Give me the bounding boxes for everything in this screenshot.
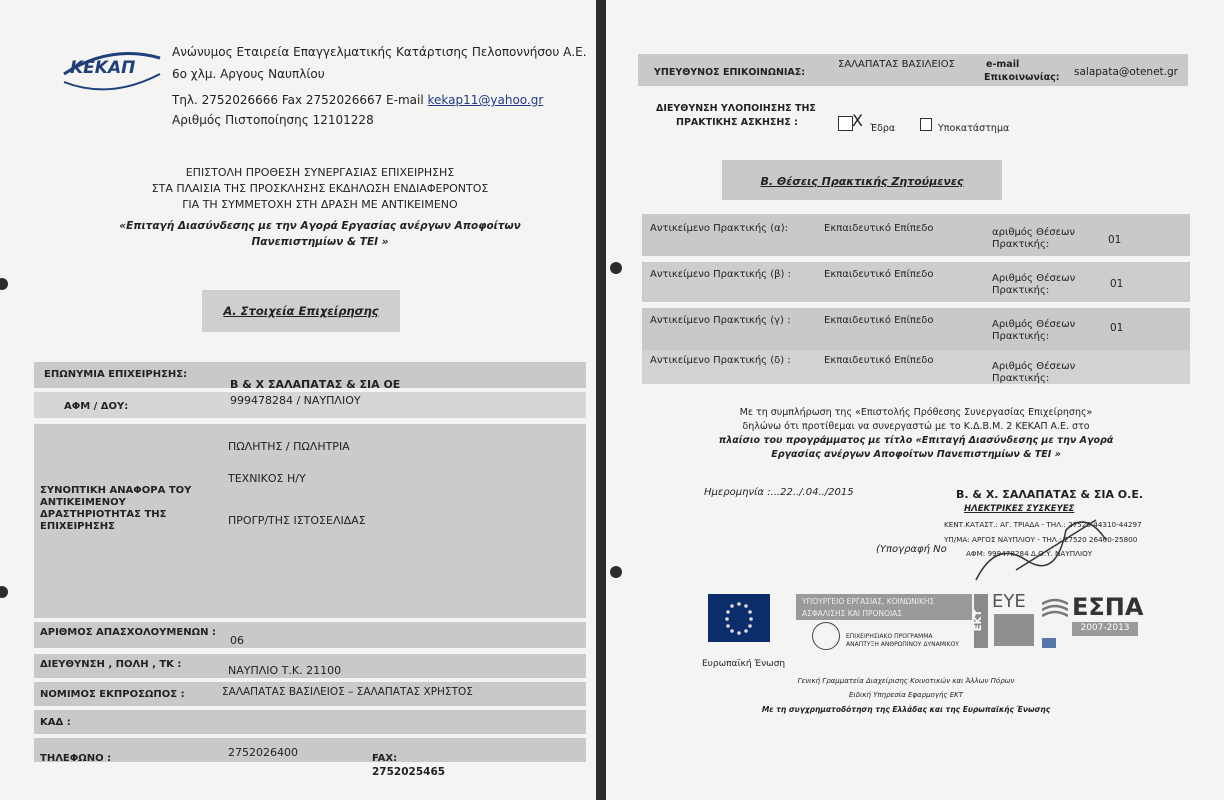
ministry-line-1: ΥΠΟΥΡΓΕΙΟ ΕΡΓΑΣΙΑΣ, ΚΟΙΝΩΝΙΚΗΣ	[802, 597, 935, 606]
position-count-label: Αριθμός Θέσεων	[992, 319, 1076, 330]
kekap-logo	[60, 44, 164, 94]
afm-label: ΑΦΜ / ΔΟΥ:	[64, 401, 129, 412]
position-count: 01	[1108, 234, 1122, 246]
section-a-heading: Α. Στοιχεία Επιχείρησης	[223, 304, 379, 318]
option-branch: Υποκατάστημα	[938, 123, 1010, 134]
fax-value: 2752025465	[372, 766, 446, 778]
activity-label-2: ΑΝΤΙΚΕΙΜΕΝΟΥ	[40, 497, 126, 508]
header-contact	[172, 94, 543, 107]
contact-value: ΣΑΛΑΠΑΤΑΣ ΒΑΣΙΛΕΙΟΣ	[838, 59, 955, 70]
ministry-line-2: ΑΣΦΑΛΙΣΗΣ ΚΑΙ ΠΡΟΝΟΙΑΣ	[802, 609, 903, 618]
employees-label: ΑΡΙΘΜΟΣ ΑΠΑΣΧΟΛΟΥΜΕΝΩΝ :	[40, 627, 216, 638]
position-count-label: Αριθμός Θέσεων	[992, 361, 1076, 372]
check-mark: X	[852, 111, 863, 130]
program-emblem-icon	[812, 622, 840, 650]
espa-wave-icon	[1042, 598, 1068, 620]
row-kad-bg	[34, 710, 586, 734]
eye-label: ΕΥΕ	[992, 591, 1026, 612]
greek-flag-icon	[1042, 638, 1056, 648]
activity-label-1: ΣΥΝΟΠΤΙΚΗ ΑΝΑΦΟΡΑ ΤΟΥ	[40, 485, 192, 496]
espa-label: ΕΣΠΑ	[1072, 593, 1144, 621]
footer-line-3: Με τη συγχρηματοδότηση της Ελλάδας και της Ευρωπαϊκής Ένωσης	[761, 705, 1051, 714]
employees-value: 06	[230, 634, 244, 647]
position-level: Εκπαιδευτικό Επίπεδο	[824, 269, 934, 280]
stamp-line-3: ΚΕΝΤ.ΚΑΤΑΣΤ.: ΑΓ. ΤΡΙΑΔΑ - ΤΗΛ.: 27520 44310-44297	[944, 520, 1142, 529]
logo-text: ΚΕΚΑΠ	[70, 58, 136, 78]
eye-block	[994, 614, 1034, 646]
declaration-line-2: δηλώνω ότι προτίθεμαι να συνεργαστώ με το Κ.Δ.Β.Μ. 2 ΚΕΚΑΠ Α.Ε. στο	[742, 421, 1090, 432]
program-line-2: ΑΝΑΠΤΥΞΗ ΑΝΘΡΩΠΙΝΟΥ ΔΥΝΑΜΙΚΟΥ	[846, 641, 959, 648]
impl-label-2: ΠΡΑΚΤΙΚΗΣ ΑΣΚΗΣΗΣ :	[676, 117, 798, 128]
position-level: Εκπαιδευτικό Επίπεδο	[824, 223, 934, 234]
phone-value: 2752026400	[228, 746, 298, 759]
stamp-line-5: ΑΦΜ: 999478284 Δ.Ο.Υ. ΝΑΥΠΛΙΟΥ	[966, 549, 1093, 558]
row-phone-bg	[34, 738, 586, 762]
afm-value: 999478284 / ΝΑΥΠΛΙΟΥ	[230, 394, 361, 407]
address-value: ΝΑΥΠΛΙΟ Τ.Κ. 21100	[228, 664, 342, 677]
email-label-1: e-mail	[986, 59, 1020, 70]
signature-label: (Υπογραφή Νο	[876, 544, 947, 555]
position-count: 01	[1110, 322, 1124, 334]
position-count-label: Αριθμός Θέσεων	[992, 273, 1076, 284]
position-label: Αντικείμενο Πρακτικής (α):	[650, 223, 788, 234]
footer-line-2: Ειδική Υπηρεσία Εφαρμογής ΕΚΤ	[848, 691, 964, 699]
header-certification: Αριθμός Πιστοποίησης 12101228	[172, 113, 374, 127]
position-count-label: Πρακτικής:	[992, 239, 1050, 250]
declaration-line-3: πλαίσιο του προγράμματος με τίτλο «Επιταγή Διασύνδεσης με την Αγορά	[718, 435, 1114, 446]
declaration-line-1: Με τη συμπλήρωση της «Επιστολής Πρόθεσης Συνεργασίας Επιχείρησης»	[739, 407, 1093, 418]
activity-item-1: ΠΩΛΗΤΗΣ / ΠΩΛΗΤΡΙΑ	[228, 440, 350, 453]
handwritten-signature	[956, 500, 1126, 590]
position-count-label: αριθμός Θέσεων	[992, 227, 1075, 238]
title-line-3: ΓΙΑ ΤΗ ΣΥΜΜΕΤΟΧΗ ΣΤΗ ΔΡΑΣΗ ΜΕ ΑΝΤΙΚΕΙΜΕΝΟ	[182, 198, 458, 211]
title-line-1: ΕΠΙΣΤΟΛΗ ΠΡΟΘΕΣΗ ΣΥΝΕΡΓΑΣΙΑΣ ΕΠΙΧΕΙΡΗΣΗΣ	[185, 166, 455, 179]
activity-item-2: ΤΕΧΝΙΚΟΣ Η/Υ	[228, 472, 306, 485]
position-count-label: Πρακτικής:	[992, 331, 1050, 342]
option-hq: Έδρα	[870, 123, 896, 134]
position-count-label: Πρακτικής:	[992, 373, 1050, 384]
eu-flag-icon	[708, 594, 770, 642]
punch-hole	[610, 566, 622, 578]
position-count-label: Πρακτικής:	[992, 285, 1050, 296]
footer-line-1: Γενική Γραμματεία Διαχείρισης Κοινοτικών και Άλλων Πόρων	[797, 677, 1015, 685]
contact-label: ΥΠΕΥΘΥΝΟΣ ΕΠΙΚΟΙΝΩΝΙΑΣ:	[654, 67, 806, 78]
left-page	[0, 0, 596, 800]
punch-hole	[610, 262, 622, 274]
position-level: Εκπαιδευτικό Επίπεδο	[824, 315, 934, 326]
position-label: Αντικείμενο Πρακτικής (β) :	[650, 269, 791, 280]
header-company: Ανώνυμος Εταιρεία Επαγγελματικής Κατάρτισης Πελοποννήσου Α.Ε.	[172, 45, 587, 59]
impl-label-1: ΔΙΕΥΘΥΝΣΗ ΥΛΟΠΟΙΗΣΗΣ ΤΗΣ	[656, 103, 816, 114]
name-label: ΕΠΩΝΥΜΙΑ ΕΠΙΧΕΙΡΗΣΗΣ:	[44, 369, 188, 380]
ekt-label: ΕΚΤ	[973, 609, 985, 632]
punch-hole	[0, 586, 8, 598]
branch-checkbox[interactable]	[920, 118, 932, 131]
email-label-2: Επικοινωνίας:	[984, 72, 1060, 83]
stamp-line-1: Β. & Χ. ΣΑΛΑΠΑΤΑΣ & ΣΙΑ Ο.Ε.	[956, 488, 1144, 501]
position-label: Αντικείμενο Πρακτικής (γ) :	[650, 315, 791, 326]
position-level: Εκπαιδευτικό Επίπεδο	[824, 355, 934, 366]
declaration-line-4: Εργασίας ανέργων Αποφοίτων Πανεπιστημίων & ΤΕΙ »	[771, 449, 1061, 460]
hq-checkbox[interactable]	[838, 116, 853, 131]
section-b-heading: Β. Θέσεις Πρακτικής Ζητούμενες	[760, 175, 964, 188]
right-page	[606, 0, 1224, 800]
position-count: 01	[1110, 278, 1124, 290]
title-line-2: ΣΤΑ ΠΛΑΙΣΙΑ ΤΗΣ ΠΡΟΣΚΛΗΣΗΣ ΕΚΔΗΛΩΣΗ ΕΝΔΙΑΦΕΡΟΝΤΟΣ	[151, 182, 489, 195]
email-value: salapata@otenet.gr	[1074, 66, 1178, 78]
program-line-1: ΕΠΙΧΕΙΡΗΣΙΑΚΟ ΠΡΟΓΡΑΜΜΑ	[846, 633, 933, 640]
eu-label: Ευρωπαϊκή Ένωση	[702, 659, 786, 669]
title-line-4: «Επιταγή Διασύνδεσης με την Αγορά Εργασίας ανέργων Αποφοίτων	[119, 220, 521, 232]
fax-label: FAX:	[372, 753, 398, 764]
kad-label: ΚΑΔ :	[40, 717, 71, 728]
rep-label: ΝΟΜΙΜΟΣ ΕΚΠΡΟΣΩΠΟΣ :	[40, 689, 185, 700]
header-address: 6ο χλμ. Αργους Ναυπλίου	[172, 67, 325, 81]
date-line: Ημερομηνία :...22../.04../2015	[704, 487, 854, 498]
espa-years: 2007-2013	[1080, 623, 1130, 633]
activity-item-3: ΠΡΟΓΡ/ΤΗΣ ΙΣΤΟΣΕΛΙΔΑΣ	[228, 514, 366, 527]
rep-value: ΣΑΛΑΠΑΤΑΣ ΒΑΣΙΛΕΙΟΣ – ΣΑΛΑΠΑΤΑΣ ΧΡΗΣΤΟΣ	[222, 686, 473, 698]
name-value: Β & Χ ΣΑΛΑΠΑΤΑΣ & ΣΙΑ ΟΕ	[230, 378, 401, 391]
title-line-5: Πανεπιστημίων & ΤΕΙ »	[251, 236, 389, 248]
stamp-line-2: ΗΛΕΚΤΡΙΚΕΣ ΣΥΣΚΕΥΕΣ	[964, 504, 1075, 514]
header-phone-fax: Τηλ. 2752026666 Fax 2752026667 E-mail	[172, 93, 424, 107]
position-label: Αντικείμενο Πρακτικής (δ) :	[650, 355, 791, 366]
punch-hole	[0, 278, 8, 290]
address-label: ΔΙΕΥΘΥΝΣΗ , ΠΟΛΗ , ΤΚ :	[40, 659, 182, 670]
stamp-line-4: ΥΠ/ΜΑ: ΑΡΓΟΣ ΝΑΥΠΛΙΟΥ - ΤΗΛ.: 27520 26400-25800	[944, 535, 1138, 544]
activity-label-3: ΔΡΑΣΤΗΡΙΟΤΗΤΑΣ ΤΗΣ	[40, 509, 167, 520]
header-email-link[interactable]: kekap11@yahoo.gr	[427, 93, 544, 107]
phone-label: ΤΗΛΕΦΩΝΟ :	[40, 753, 112, 764]
activity-label-4: ΕΠΙΧΕΙΡΗΣΗΣ	[40, 521, 115, 532]
